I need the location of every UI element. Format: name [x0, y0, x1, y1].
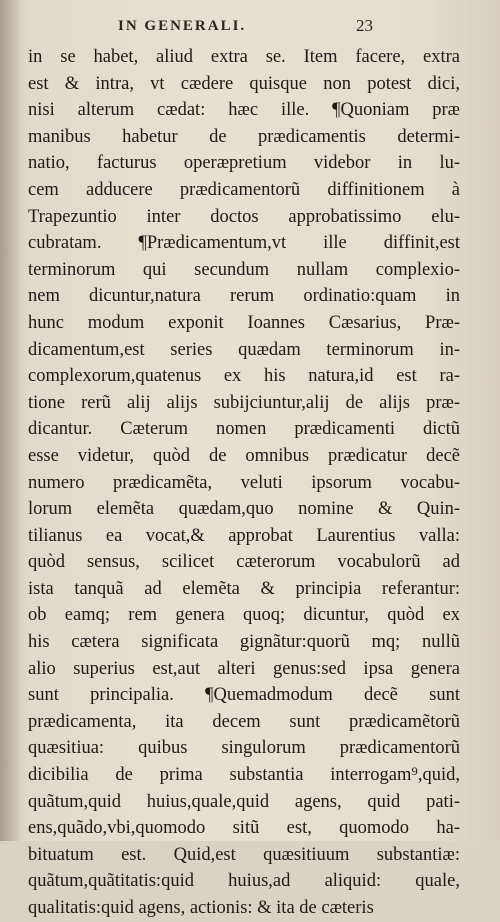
text-line: dicantur. Cæterum nomen prædicamenti dictũ — [28, 419, 460, 440]
text-line: ob eamq; rem genera quoq; dicuntur, quòd ex — [28, 605, 460, 626]
text-line: quãtum,quãtitatis:quid huius,ad aliquid: quale, — [28, 871, 460, 892]
text-line: bituatum est. Quid,est quæsitiuum substantiæ: — [28, 844, 460, 865]
text-line: numero prædicamẽta, veluti ipsorum vocabu- — [28, 472, 460, 493]
text-line: his cætera significata gignãtur:quorũ mq; nullũ — [28, 632, 460, 653]
text-line: dicibilia de prima substantia interrogam⁹,quid, — [28, 765, 460, 786]
body-text — [28, 44, 460, 922]
text-line: ens,quãdo,vbi,quomodo sitũ est, quomodo ha- — [28, 818, 460, 839]
page-number: 23 — [356, 16, 373, 35]
text-line: natio, facturus operæpretium videbor in lu- — [28, 153, 460, 174]
text-line: est & intra, vt cædere quisque non potest dici, — [28, 73, 460, 94]
text-line: ista tanquã ad elemẽta & principia referantur: — [28, 578, 460, 599]
text-line: tilianus ea vocat,& approbat Laurentius valla: — [28, 525, 460, 546]
text-line: quòd sensus, scilicet cæterorum vocabulorũ ad — [28, 552, 460, 573]
running-head-title: IN GENERALI. — [118, 18, 247, 34]
text-line: qualitatis:quid agens, actionis: & ita de cæteris — [28, 898, 374, 918]
text-line: complexorum,quatenus ex his natura,id est ra- — [28, 366, 460, 387]
text-line: cubratam. ¶Prædicamentum,vt ille diffinit,est — [28, 233, 460, 254]
gutter-shadow — [0, 0, 22, 841]
text-line: nisi alterum cædat: hæc ille. ¶Quoniam præ — [28, 100, 460, 121]
text-line: quæsitiua: quibus singulorum prædicamentorũ — [28, 738, 460, 759]
text-line: quãtum,quid huius,quale,quid agens, quid pati- — [28, 791, 460, 812]
text-line: tione rerũ alij alijs subijciuntur,alij de alijs præ- — [28, 392, 460, 413]
text-line: nem dicuntur,natura rerum ordinatio:quam in — [28, 286, 460, 307]
text-line: prædicamenta, ita decem sunt prædicamẽtorũ — [28, 711, 460, 732]
text-line: manibus habetur de prædicamentis determi- — [28, 126, 460, 147]
text-line: sunt principalia. ¶Quemadmodum decẽ sunt — [28, 685, 460, 706]
text-line: Trapezuntio inter doctos approbatissimo elu- — [28, 206, 460, 227]
text-line: terminorum qui secundum nullam complexio- — [28, 259, 460, 280]
text-line: cem adducere prædicamentorũ diffinitionem à — [28, 179, 460, 200]
text-line: hunc modum exponit Ioannes Cæsarius, Præ- — [28, 312, 460, 333]
running-head — [0, 14, 500, 44]
text-line: esse videtur, quòd de omnibus prædicatur decẽ — [28, 445, 460, 466]
text-line: dicamentum,est series quædam terminorum in- — [28, 339, 460, 360]
text-line: lorum elemẽta quædam,quo nomine & Quin- — [28, 499, 460, 520]
text-line: alio superius est,aut alteri genus:sed ipsa genera — [28, 658, 460, 679]
text-line: in se habet, aliud extra se. Item facere, extra — [28, 47, 460, 67]
